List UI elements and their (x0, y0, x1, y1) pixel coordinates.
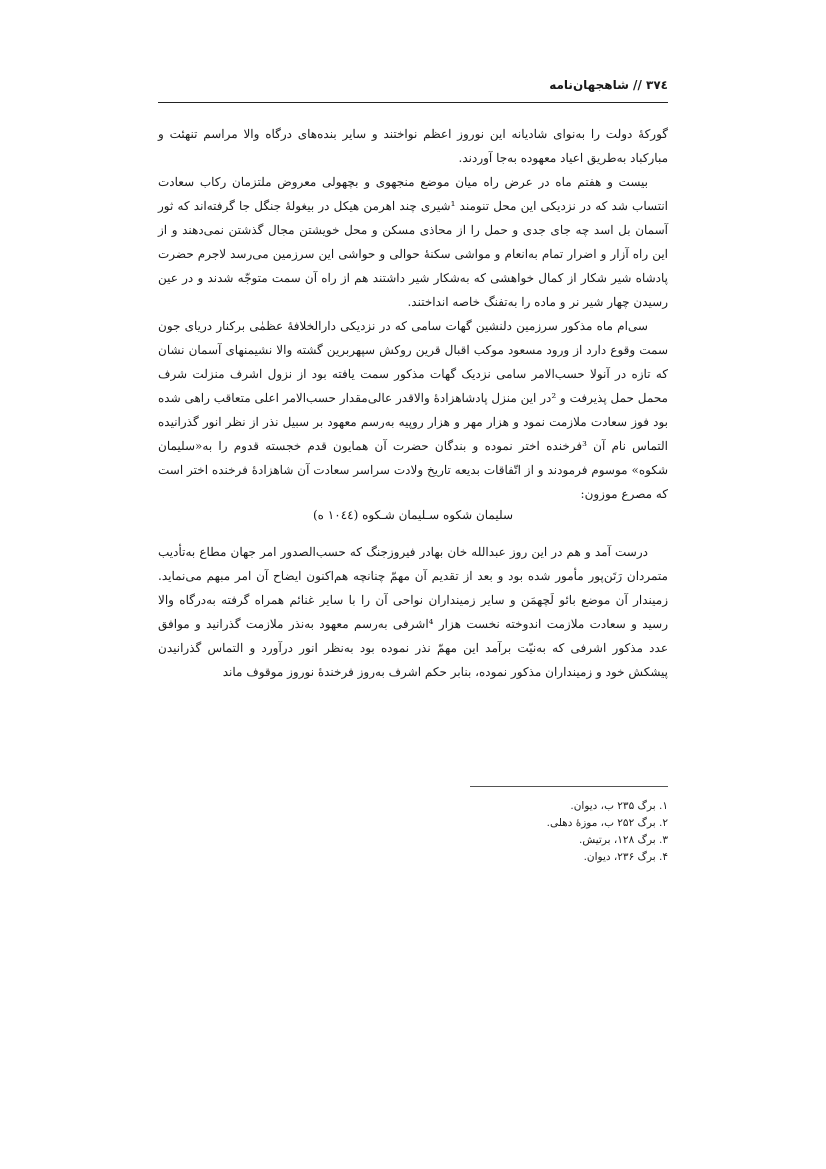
footnote-rule (470, 786, 668, 787)
paragraph-3: سی‌ام ماه مذکور سرزمین دلنشین گهات سامی که در نزدیکی دارالخلافۀ عظمٰی برکنار دریای جون سمت وقوع دارد از ورود مسعود موکب اقبال قرین روکش سپهربرین گشته والا نشیمنهای آسمان نشان که تازه در آنولا حسب‌الامر سامی نزدیک گهات مذکور سمت یافته بود از نزول اشرف منزلت شرف محمل حمل پذیرفت و ²در این منزل پادشاهزادۀ والاقدر عالی‌مقدار حسب‌الامر اعلی متعاقب راهی شده بود فوز سعادت ملازمت نمود و هزار مهر و هزار روپیه به‌رسم معهود بر سبیل نذر از نظر انور گذرانیده التماس نام آن ³فرخنده اختر نموده و بندگان حضرت آن همایون قدم خجسته قدوم را به«سلیمان شکوه» موسوم فرمودند و از اتّفاقات بدیعه تاریخ ولادت سراسر سعادت آن شاهزادۀ فرخنده اختر است که مصرع موزون: (157, 319, 668, 501)
main-text (158, 122, 668, 684)
footnote-3: ۳. برگ ۱۲۸، برتیش. (579, 834, 668, 846)
header-rule (158, 102, 668, 103)
section-gap (158, 524, 668, 540)
running-header: ۳۷٤ // شاهجهان‌نامه (549, 78, 668, 92)
paragraph-1: گورکۀ دولت را به‌نوای شادیانه این نوروز اعظم نواختند و سایر بنده‌های درگاه والا مراسم تنهئت و مبارکباد به‌طریق اعیاد معهوده به‌جا آوردند. (158, 127, 668, 165)
paragraph-4: درست آمد و هم در این روز عبدالله خان بهادر فیروزجنگ که حسب‌الصدور امر جهان مطاع به‌تأدیب متمردان رَتَن‌پور مأمور شده بود و بعد از تقدیم آن مهمّ چنانچه هم‌اکنون ایضاح آن امر مبهم می‌نماید. زمیندار آن موضع بائو لَچهمَن و سایر زمینداران نواحی آن را با سایر غنائم همراه گرفته به‌درگاه والا رسید و سعادت ملازمت اندوخته نخست هزار ⁴اشرفی به‌رسم معهود به‌نذر ملازمت گذرانید و موافق عدد مذکور اشرفی که به‌نیّت برآمد این مهمّ نذر نموده بود به‌نظر انور درآورد و التماس گذرانیدن پیشکش خود و زمینداران مذکور نموده، بنابر حکم اشرف به‌روز فرخندۀ نوروز موقوف ماند (158, 545, 668, 679)
footnote-4: ۴. برگ ۲۳۶، دیوان. (583, 851, 668, 863)
paragraph-2: بیست و هفتم ماه در عرض راه میان موضع منجهوی و بچهولی معروض ملتزمان رکاب سعادت انتساب شد که در نزدیکی این محل تنومند ¹شیری چند اهرمن هیکل در بیغولۀ جنگل جا گرفته‌اند که ثور آسمان بل اسد چه جای جدی و حمل را از محاذی مسکن و محل خویشتن مجال گذشتن نمی‌دهند و از این راه آزار و اضرار تمام به‌انعام و مواشی سکنۀ حوالی و حواشی این سرزمین می‌رسد لاجرم حضرت پادشاه شیر شکار از کمال خواهشی که به‌شکار شیر داشتند هم از راه آن سمت متوجّه شدند و در عین رسیدن چهار شیر نر و ماده را به‌تفنگ خاصه انداختند. (158, 175, 668, 309)
footnote-1: ۱. برگ ۲۳۵ ب، دیوان. (570, 800, 668, 812)
footnotes (458, 798, 668, 866)
verse-line: سلیمان شکوه سـلیمان شـکوه (١٠٤٤ ه) (313, 508, 513, 522)
footnote-2: ۲. برگ ۲۵۲ ب، موزۀ دهلی. (546, 817, 668, 829)
